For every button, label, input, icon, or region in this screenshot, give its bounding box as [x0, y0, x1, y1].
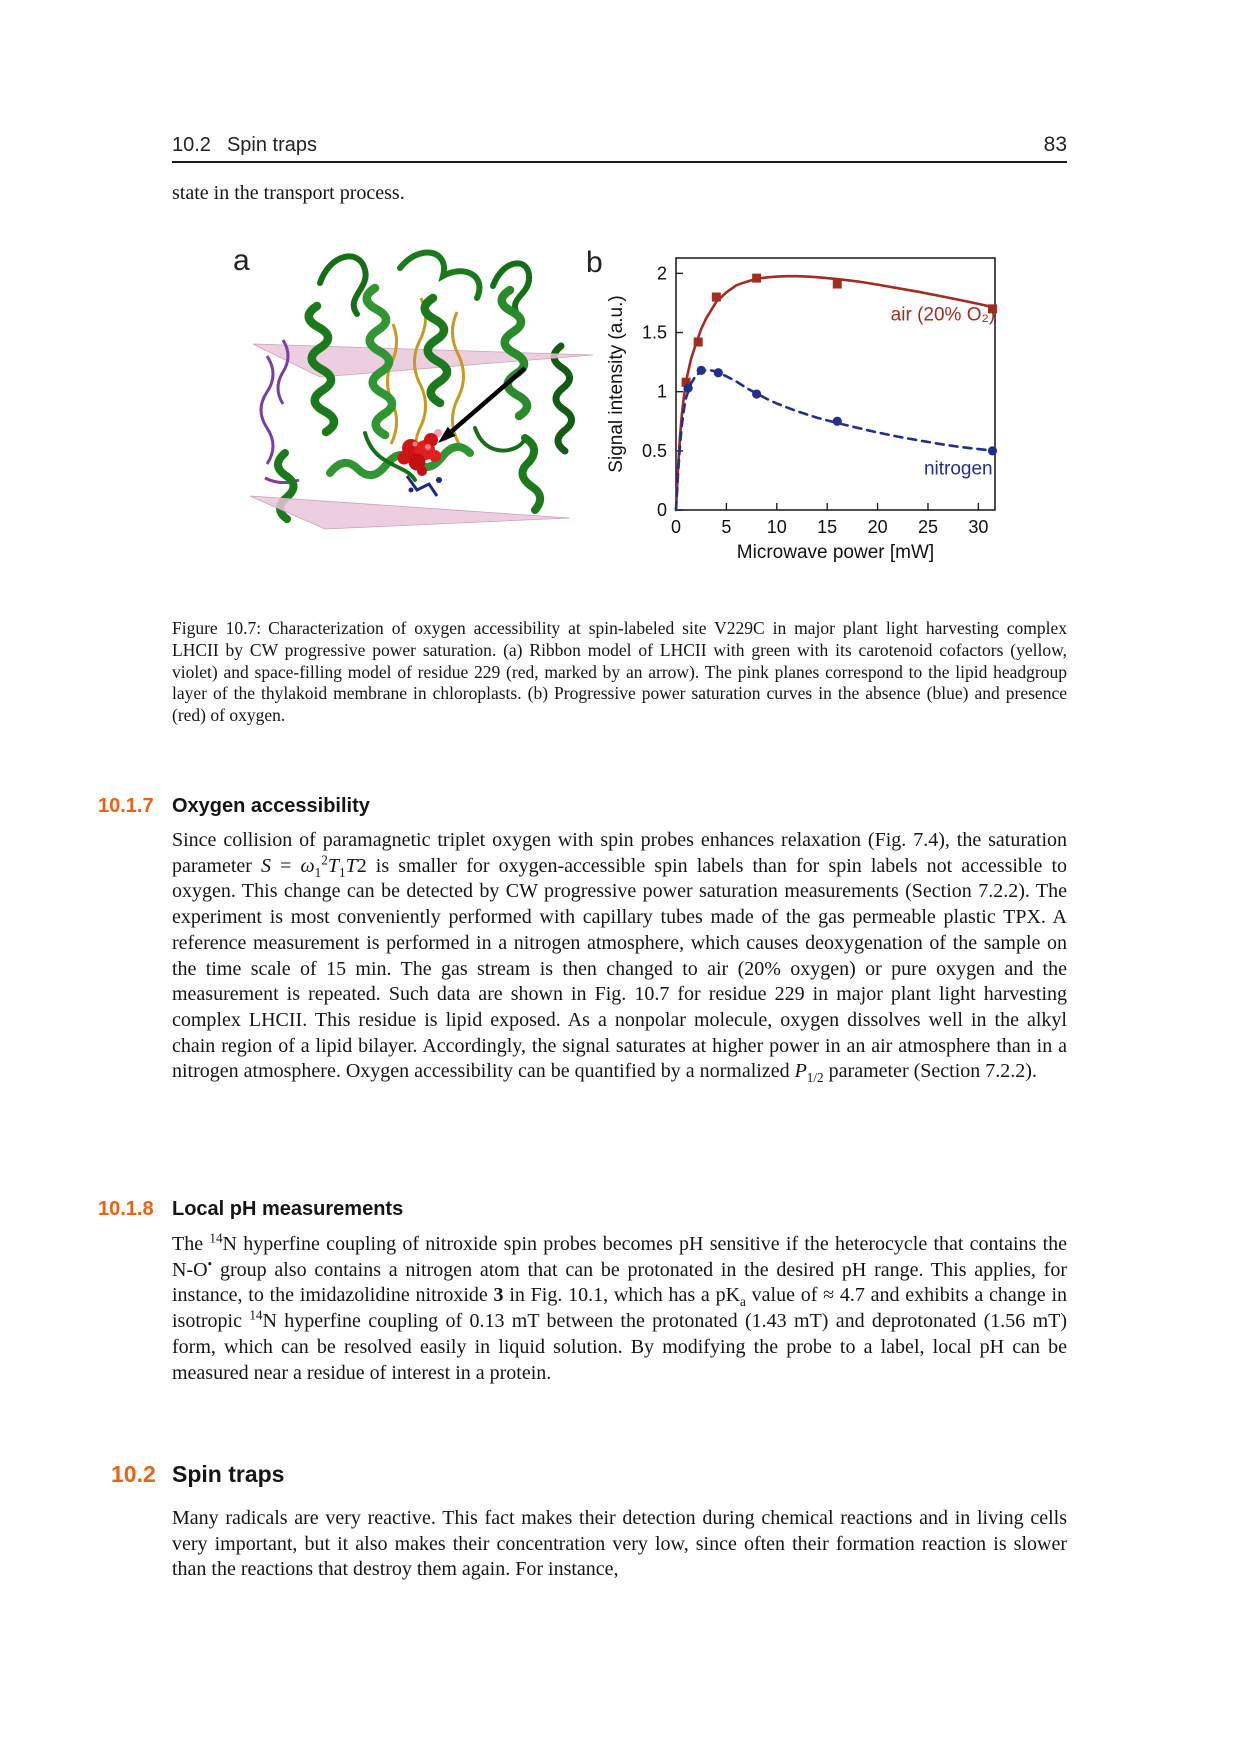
figure-panel-b-label: b — [586, 246, 603, 279]
section-heading-10-1-8 — [98, 1198, 403, 1221]
running-header-section-title: Spin traps — [226, 134, 317, 156]
page-number: 83 — [1043, 133, 1067, 156]
x-axis-label: Microwave power [mW] — [736, 542, 935, 563]
protein-structure-figure — [225, 228, 645, 578]
series-label: nitrogen — [923, 458, 993, 480]
x-tick-label: 30 — [968, 517, 989, 537]
figure-caption-label: Figure 10.7: — [172, 618, 262, 638]
saturation-chart — [600, 250, 1030, 580]
x-tick-label: 15 — [817, 517, 838, 537]
section-title: Spin traps — [172, 1461, 285, 1487]
data-point — [988, 446, 997, 455]
series-label: air (20% O₂) — [890, 304, 996, 326]
figure-caption-text: Characterization of oxygen accessibility at spin-labeled site V229C in major plant light harvesting complex LHCII by CW progressive power saturation. (a) Ribbon model of LHCII with green with its carotenoid cofactors (yellow, violet) and space-filling model of residue 229 (red, marked by an arrow). The pink planes correspond to the lipid headgroup layer of the thylakoid membrane in chloroplasts. (b) Progressive power saturation curves in the absence (blue) and presence (red) of oxygen. — [172, 618, 1067, 726]
data-point — [683, 384, 692, 393]
data-point — [694, 338, 703, 347]
membrane-plane-lower — [250, 496, 570, 529]
section-number: 10.1.8 — [98, 1198, 154, 1220]
running-header-section-number: 10.2 — [172, 134, 211, 156]
paragraph-local-ph-measurements: The $^{14}$N hyperfine coupling of nitroxide spin probes becomes pH sensitive if the heterocycle that contains the N-O• group also contains a nitrogen atom that can be protonated in the desired pH range. This applies, for instance, to the imidazolidine nitroxide 3 in Fig. 10.1, which has a $pK_a$ value of ≈ 4.7 and exhibits a change in isotropic $^{14}$N hyperfine coupling of 0.13 mT between the protonated (1.43 mT) and deprotonated (1.56 mT) form, which can be resolved easily in liquid solution. By modifying the probe to a label, local pH can be measured near a residue of interest in a protein. — [172, 1230, 1068, 1384]
y-tick-label: 1 — [656, 381, 667, 402]
header-rule — [172, 161, 1067, 163]
x-tick-label: 5 — [721, 517, 732, 537]
data-point — [752, 389, 761, 398]
intro-paragraph: state in the transport process. — [172, 182, 405, 204]
section-number: 10.2 — [111, 1461, 156, 1487]
section-heading-10-1-7 — [98, 795, 370, 818]
x-tick-label: 0 — [670, 517, 682, 537]
y-tick-label: 0 — [656, 500, 667, 520]
running-header — [172, 135, 317, 155]
data-point — [712, 293, 721, 302]
section-title: Local pH measurements — [172, 1198, 404, 1220]
pointer-arrow — [438, 368, 525, 443]
x-tick-label: 10 — [766, 517, 787, 537]
data-point — [697, 366, 706, 375]
figure-panel-a-label: a — [233, 244, 250, 277]
membrane-plane-upper — [253, 344, 593, 377]
data-point — [714, 368, 723, 377]
section-heading-10-2 — [111, 1461, 284, 1487]
figure-caption — [172, 618, 1067, 727]
protein-ribbon-helices — [278, 288, 540, 519]
y-tick-label: 0.5 — [641, 440, 667, 461]
nitrogen-curve — [676, 370, 995, 510]
y-tick-label: 1.5 — [641, 322, 667, 343]
x-tick-label: 20 — [867, 517, 888, 537]
data-point — [833, 417, 842, 426]
section-number: 10.1.7 — [98, 795, 154, 817]
data-point — [752, 274, 761, 283]
paragraph-spin-traps: Many radicals are very reactive. This fact makes their detection during chemical reactions and in living cells very important, but it also makes their concentration very low, since often their formation reaction is slower than the reactions that destroy them again. For instance, — [172, 1507, 1067, 1581]
paragraph-oxygen-accessibility: Since collision of paramagnetic triplet oxygen with spin probes enhances relaxation (Fig. 7.4), the saturation parameter $S = \omega_1^2T_1T2$ is smaller for oxygen-accessible spin labels than for spin labels not accessible to oxygen. This change can be detected by CW progressive power saturation measurements (Section 7.2.2). The experiment is most conveniently performed with capillary tubes made of the gas permeable plastic TPX. A reference measurement is performed in a nitrogen atmosphere, which causes deoxygenation of the sample on the time scale of 15 min. The gas stream is then changed to air (20% oxygen) or pure oxygen and the measurement is repeated. Such data are shown in Fig. 10.7 for residue 229 in major plant light harvesting complex LHCII. This residue is lipid exposed. As a nonpolar molecule, oxygen dissolves well in the alkyl chain region of a lipid bilayer. Accordingly, the signal saturates at higher power in an air atmosphere than in a nitrogen atmosphere. Oxygen accessibility can be quantified by a normalized $P_{1/2}$ parameter (Section 7.2.2). — [172, 829, 1067, 1086]
y-tick-label: 2 — [656, 263, 667, 284]
x-tick-label: 25 — [917, 517, 938, 537]
data-point — [833, 280, 842, 289]
section-title: Oxygen accessibility — [172, 795, 370, 817]
y-axis-label: Signal intensity (a.u.) — [606, 295, 627, 473]
